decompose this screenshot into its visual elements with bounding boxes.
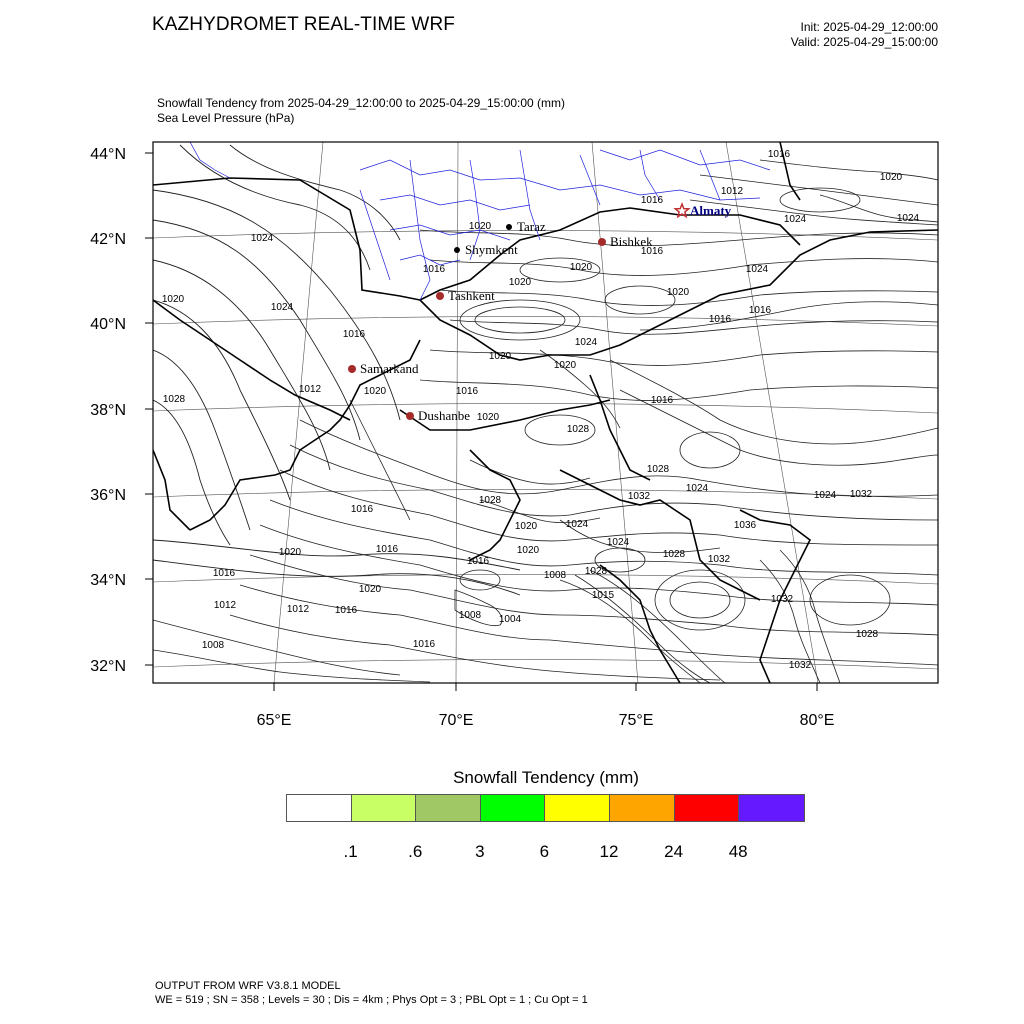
isobar-label: 1020 — [363, 386, 387, 397]
legend-swatch — [481, 795, 546, 821]
legend-label: .6 — [408, 842, 423, 861]
isobar-label: 1016 — [212, 568, 236, 579]
isobar-label: 1020 — [488, 351, 512, 362]
isobar-label: 1008 — [201, 640, 225, 651]
isobar-label: 1016 — [334, 605, 358, 616]
isobar-label: 1016 — [422, 264, 446, 275]
city-label: Taraz — [517, 219, 546, 234]
isobar-label: 1012 — [298, 384, 322, 395]
isobar-label: 1028 — [646, 464, 670, 475]
isobar-label: 1020 — [358, 584, 382, 595]
legend-swatch — [739, 795, 804, 821]
city-label: Samarkand — [360, 361, 419, 376]
isobar-label: 1024 — [565, 519, 589, 530]
isobar-label: 1004 — [498, 614, 522, 625]
isobar-label: 1028 — [478, 495, 502, 506]
isobar-label: 1016 — [640, 195, 664, 206]
isobar-label: 1024 — [813, 490, 837, 501]
isobar-label: 1024 — [250, 233, 274, 244]
city-bishkek — [598, 234, 653, 249]
isobars-smooth-west — [153, 145, 520, 595]
legend-swatch — [545, 795, 610, 821]
valid-time: Valid: 2025-04-29_15:00:00 — [790, 35, 938, 49]
isobar-label: 1012 — [213, 600, 237, 611]
isobar-label: 1028 — [162, 394, 186, 405]
longitude-labels — [257, 712, 835, 729]
legend-label: 24 — [664, 842, 684, 861]
isobar-label: 1016 — [640, 246, 664, 257]
isobar-label: 1024 — [574, 337, 598, 348]
city-label: Bishkek — [610, 234, 653, 249]
main-title: KAZHYDROMET REAL-TIME WRF — [152, 14, 455, 35]
isobar-label: 1016 — [748, 305, 772, 316]
isobar-label: 1028 — [855, 629, 879, 640]
legend-swatch — [610, 795, 675, 821]
isobar-label: 1020 — [879, 172, 903, 183]
isobar-label: 1012 — [286, 604, 310, 615]
isobar-label: 1015 — [591, 590, 615, 601]
legend-label: 3 — [475, 842, 485, 861]
lon-tick-label: 80°E — [799, 712, 835, 729]
city-almaty — [675, 203, 731, 218]
legend-label: .1 — [343, 842, 358, 861]
isobar-label: 1032 — [788, 660, 812, 671]
isobar-label: 1008 — [458, 610, 482, 621]
city-samarkand — [348, 361, 419, 376]
isobar-label: 1024 — [783, 214, 807, 225]
city-label: Tashkent — [448, 288, 495, 303]
isobar-label: 1020 — [553, 360, 577, 371]
lat-tick-label: 38°N — [90, 402, 126, 419]
lon-tick-label: 70°E — [438, 712, 474, 729]
isobar-label: 1016 — [767, 149, 791, 160]
city-red-dot-icon — [436, 292, 444, 300]
city-shymkent — [454, 242, 518, 257]
city-label: Dushanbe — [418, 408, 470, 423]
isobar-label: 1020 — [161, 294, 185, 305]
lat-tick-label: 34°N — [90, 572, 126, 589]
isobar-label: 1016 — [455, 386, 479, 397]
city-black-dot-icon — [454, 247, 460, 253]
latitude-labels — [90, 146, 126, 675]
city-red-dot-icon — [598, 238, 606, 246]
model-footer — [155, 979, 588, 1007]
isobar-label: 1032 — [707, 554, 731, 565]
legend-label: 12 — [599, 842, 619, 861]
city-label: Shymkent — [465, 242, 518, 257]
isobar-label: 1024 — [270, 302, 294, 313]
isobar-closed-contours — [460, 188, 890, 630]
isobar-label: 1016 — [650, 395, 674, 406]
lat-tick-label: 42°N — [90, 231, 126, 248]
isobar-label: 1020 — [569, 262, 593, 273]
city-label: Almaty — [690, 203, 732, 218]
city-black-dot-icon — [506, 224, 512, 230]
isobar-label: 1032 — [849, 489, 873, 500]
legend-colorbar — [286, 794, 805, 822]
isobar-label: 1016 — [350, 504, 374, 515]
isobar-label: 1016 — [412, 639, 436, 650]
legend-swatch — [675, 795, 740, 821]
isobar-label: 1028 — [662, 549, 686, 560]
lon-tick-label: 65°E — [256, 712, 292, 729]
isobar-label: 1016 — [466, 556, 490, 567]
isobar-label: 1020 — [516, 545, 540, 556]
isobar-label: 1020 — [468, 221, 492, 232]
isobar-label: 1024 — [896, 213, 920, 224]
legend-title: Snowfall Tendency (mm) — [453, 768, 639, 787]
isobar-label: 1016 — [708, 314, 732, 325]
lat-tick-label: 40°N — [90, 316, 126, 333]
isobar-label: 1024 — [685, 483, 709, 494]
lon-tick-label: 75°E — [618, 712, 654, 729]
isobar-label: 1024 — [606, 537, 630, 548]
legend-swatch — [287, 795, 352, 821]
subtitle-slp: Sea Level Pressure (hPa) — [157, 111, 295, 125]
legend-label: 6 — [539, 842, 550, 861]
isobar-label: 1008 — [543, 570, 567, 581]
isobar-label: 1032 — [770, 594, 794, 605]
isobar-label: 1024 — [745, 264, 769, 275]
isobar-label: 1020 — [666, 287, 690, 298]
footer-model: OUTPUT FROM WRF V3.8.1 MODEL — [155, 980, 341, 992]
city-red-dot-icon — [348, 365, 356, 373]
legend-swatch — [352, 795, 417, 821]
isobar-label: 1028 — [566, 424, 590, 435]
lat-tick-label: 36°N — [90, 487, 126, 504]
isobar-label: 1016 — [375, 544, 399, 555]
isobar-label: 1028 — [584, 566, 608, 577]
footer-config: WE = 519 ; SN = 358 ; Levels = 30 ; Dis = 4km ; Phys Opt = 3 ; PBL Opt = 1 ; Cu Opt = 1 — [155, 994, 588, 1006]
lat-tick-label: 44°N — [90, 146, 126, 163]
lat-tick-label: 32°N — [90, 658, 126, 675]
legend-swatch — [416, 795, 481, 821]
isobar-label: 1016 — [342, 329, 366, 340]
isobar-label: 1032 — [627, 491, 651, 502]
city-markers — [348, 203, 732, 423]
city-taraz — [506, 219, 546, 234]
city-red-dot-icon — [406, 412, 414, 420]
isobar-label: 1020 — [514, 521, 538, 532]
subtitle-snowfall: Snowfall Tendency from 2025-04-29_12:00:00 to 2025-04-29_15:00:00 (mm) — [157, 96, 566, 110]
legend-label: 48 — [728, 842, 748, 861]
isobar-label: 1036 — [733, 520, 757, 531]
init-time: Init: 2025-04-29_12:00:00 — [800, 20, 938, 34]
isobar-label: 1020 — [278, 547, 302, 558]
isobar-label: 1012 — [720, 186, 744, 197]
isobar-label: 1020 — [508, 277, 532, 288]
isobar-label: 1020 — [476, 412, 500, 423]
